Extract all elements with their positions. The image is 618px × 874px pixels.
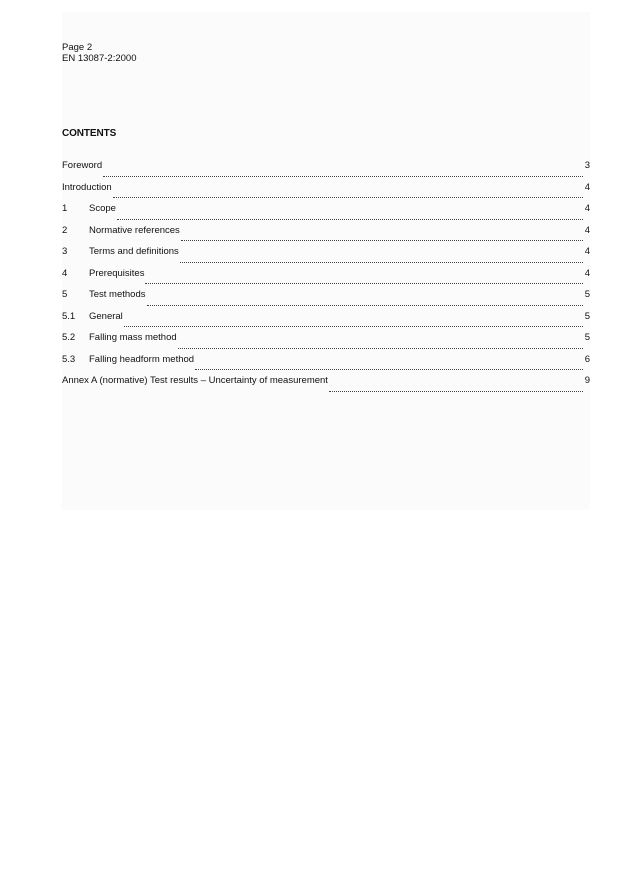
toc-entry[interactable]	[62, 311, 590, 333]
toc-entry-title: Terms and definitions	[89, 246, 179, 257]
toc-dot-leader	[147, 298, 584, 306]
toc-entry-title: General	[89, 310, 123, 322]
toc-entry-number: 2	[62, 224, 68, 236]
toc-entry-page-number: 9	[584, 375, 590, 386]
toc-entry-title: Normative references	[89, 224, 180, 236]
toc-entry-number: 3	[62, 246, 68, 257]
page-header	[62, 42, 136, 64]
toc-entry[interactable]	[62, 268, 590, 290]
toc-dot-leader	[180, 255, 583, 263]
toc-dot-leader	[117, 212, 583, 220]
toc-entry-title: Test methods	[89, 289, 146, 300]
toc-entry[interactable]	[62, 289, 590, 311]
toc-entry-page-number: 5	[584, 289, 590, 300]
toc-entry-number: 5.2	[62, 332, 76, 343]
toc-dot-leader	[124, 319, 583, 327]
toc-entry-title: Introduction	[62, 181, 112, 193]
toc-entry-number: 1	[62, 203, 68, 214]
toc-dot-leader	[113, 190, 583, 198]
toc-entry-number: 5.1	[62, 310, 76, 322]
toc-entry-page-number: 3	[584, 160, 590, 171]
table-of-contents	[62, 160, 590, 397]
toc-entry-page-number: 4	[584, 267, 590, 279]
toc-entry-title: Annex A (normative) Test results – Uncertainty of measurement	[62, 375, 328, 386]
toc-entry[interactable]	[62, 182, 590, 204]
toc-entry-title: Foreword	[62, 160, 103, 171]
toc-entry[interactable]	[62, 246, 590, 268]
toc-dot-leader	[181, 233, 583, 241]
toc-entry[interactable]	[62, 332, 590, 354]
toc-entry[interactable]	[62, 375, 590, 397]
toc-dot-leader	[145, 276, 583, 284]
toc-entry-title: Prerequisites	[89, 267, 145, 279]
toc-entry-page-number: 4	[584, 246, 590, 257]
standard-reference: EN 13087-2:2000	[62, 53, 137, 64]
toc-dot-leader	[103, 169, 583, 177]
toc-dot-leader	[329, 384, 583, 392]
toc-entry-page-number: 5	[584, 332, 590, 343]
toc-entry-page-number: 5	[584, 310, 590, 322]
toc-entry-title: Falling mass method	[89, 332, 177, 343]
toc-entry-number: 4	[62, 267, 68, 279]
toc-entry-title: Falling headform method	[89, 353, 195, 365]
contents-heading: CONTENTS	[62, 128, 117, 139]
toc-entry[interactable]	[62, 225, 590, 247]
toc-entry-number: 5	[62, 289, 68, 300]
page-number-label: Page 2	[62, 42, 93, 53]
toc-dot-leader	[178, 341, 583, 349]
toc-entry-page-number: 4	[584, 224, 590, 236]
toc-entry[interactable]	[62, 203, 590, 225]
toc-entry-page-number: 6	[584, 353, 590, 365]
toc-entry-page-number: 4	[584, 203, 590, 214]
toc-entry-number: 5.3	[62, 353, 76, 365]
toc-dot-leader	[195, 362, 583, 370]
toc-entry[interactable]	[62, 354, 590, 376]
toc-entry-title: Scope	[89, 203, 116, 214]
toc-entry[interactable]	[62, 160, 590, 182]
toc-entry-page-number: 4	[584, 181, 590, 193]
